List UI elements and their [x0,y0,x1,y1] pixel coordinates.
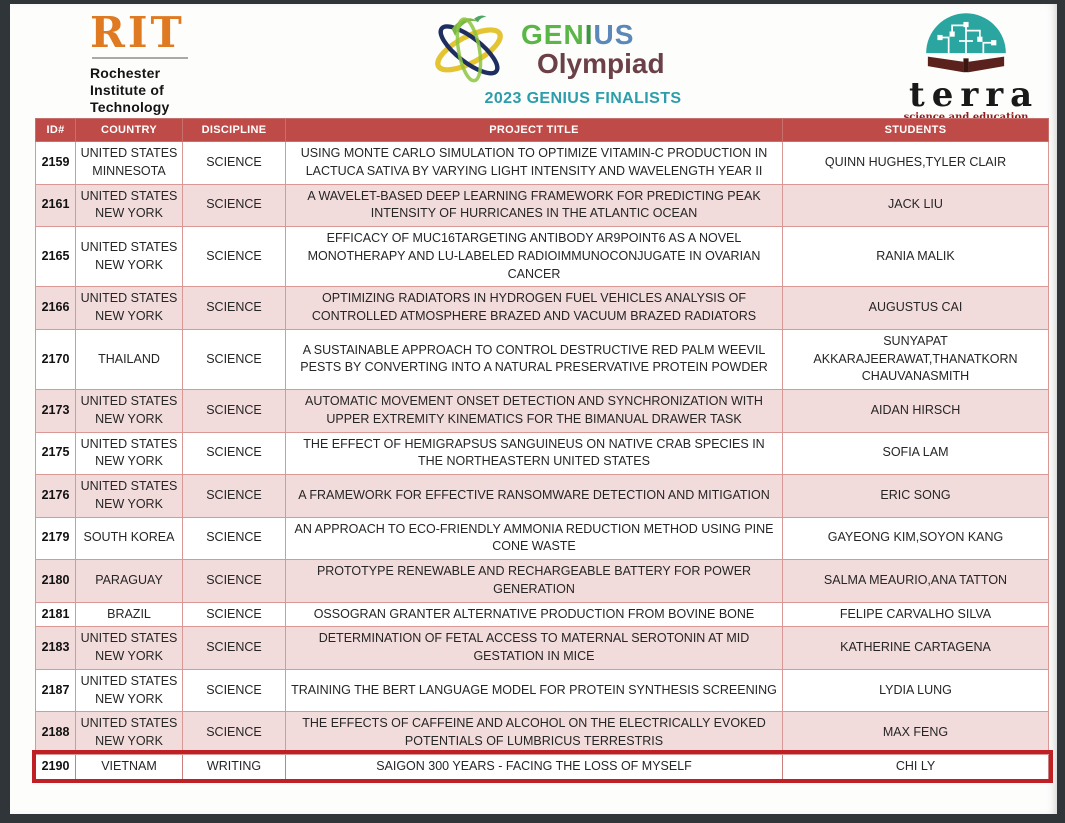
cell-id: 2159 [36,142,76,185]
cell-id: 2175 [36,432,76,475]
genius-letter: U [593,18,615,50]
cell-students: KATHERINE CARTAGENA [783,627,1049,670]
cell-discipline: SCIENCE [183,669,286,712]
table-row [36,560,1049,603]
atom-swirl-icon [423,10,515,88]
cell-country: UNITED STATES MINNESOTA [76,142,183,185]
cell-discipline: SCIENCE [183,712,286,755]
cell-country: UNITED STATES NEW YORK [76,475,183,518]
table-row [36,329,1049,389]
rit-acronym: RIT [90,8,185,57]
cell-discipline: SCIENCE [183,627,286,670]
column-header-students: STUDENTS [783,119,1049,142]
cell-discipline: SCIENCE [183,227,286,287]
cell-id: 2183 [36,627,76,670]
column-header-discipline: DISCIPLINE [183,119,286,142]
cell-country: UNITED STATES NEW YORK [76,390,183,433]
terra-logo [903,8,1040,123]
genius-letter: E [543,18,564,50]
cell-title: AN APPROACH TO ECO-FRIENDLY AMMONIA REDUCTION METHOD USING PINE CONE WASTE [286,517,783,560]
cell-discipline: SCIENCE [183,287,286,330]
cell-country: UNITED STATES NEW YORK [76,432,183,475]
rit-divider [92,57,188,59]
cell-discipline: SCIENCE [183,390,286,433]
cell-title: A SUSTAINABLE APPROACH TO CONTROL DESTRUCTIVE RED PALM WEEVIL PESTS BY CONVERTING INTO A NATURAL PRESERVATIVE PROTEIN POWDER [286,329,783,389]
rit-name-line: Technology [90,98,170,115]
cell-students: FELIPE CARVALHO SILVA [783,602,1049,627]
column-header-id: ID# [36,119,76,142]
cell-students: ERIC SONG [783,475,1049,518]
cell-students: SOFIA LAM [783,432,1049,475]
cell-students: CHI LY [783,754,1049,779]
cell-discipline: SCIENCE [183,184,286,227]
cell-discipline: SCIENCE [183,432,286,475]
cell-country: PARAGUAY [76,560,183,603]
table-row [36,627,1049,670]
cell-discipline: SCIENCE [183,517,286,560]
cell-discipline: SCIENCE [183,602,286,627]
cell-students: QUINN HUGHES,TYLER CLAIR [783,142,1049,185]
genius-letter: I [584,18,594,50]
cell-title: THE EFFECT OF HEMIGRAPSUS SANGUINEUS ON NATIVE CRAB SPECIES IN THE NORTHEASTERN UNITED STATES [286,432,783,475]
cell-id: 2173 [36,390,76,433]
cell-title: DETERMINATION OF FETAL ACCESS TO MATERNAL SEROTONIN AT MID GESTATION IN MICE [286,627,783,670]
table-row [36,227,1049,287]
cell-id: 2165 [36,227,76,287]
cell-title: A FRAMEWORK FOR EFFECTIVE RANSOMWARE DETECTION AND MITIGATION [286,475,783,518]
cell-id: 2188 [36,712,76,755]
finalists-table [35,118,1049,780]
cell-title: SAIGON 300 YEARS - FACING THE LOSS OF MYSELF [286,754,783,779]
cell-id: 2161 [36,184,76,227]
cell-country: UNITED STATES NEW YORK [76,627,183,670]
table-row [36,432,1049,475]
table-row [36,602,1049,627]
cell-id: 2176 [36,475,76,518]
genius-olympiad-logo [423,10,743,108]
genius-wordmark [521,20,665,49]
cell-title: PROTOTYPE RENEWABLE AND RECHARGEABLE BATTERY FOR POWER GENERATION [286,560,783,603]
cell-students: SUNYAPAT AKKARAJEERAWAT,THANATKORN CHAUVANASMITH [783,329,1049,389]
cell-students: LYDIA LUNG [783,669,1049,712]
cell-title: OPTIMIZING RADIATORS IN HYDROGEN FUEL VEHICLES ANALYSIS OF CONTROLLED ATMOSPHERE BRAZED AND VACUUM BRAZED RADIATORS [286,287,783,330]
rit-logo [90,8,188,115]
cell-country: BRAZIL [76,602,183,627]
cell-students: RANIA MALIK [783,227,1049,287]
cell-country: UNITED STATES NEW YORK [76,227,183,287]
cell-id: 2170 [36,329,76,389]
cell-title: OSSOGRAN GRANTER ALTERNATIVE PRODUCTION FROM BOVINE BONE [286,602,783,627]
cell-students: MAX FENG [783,712,1049,755]
table-row [36,390,1049,433]
cell-country: UNITED STATES NEW YORK [76,669,183,712]
cell-id: 2166 [36,287,76,330]
cell-students: SALMA MEAURIO,ANA TATTON [783,560,1049,603]
table-row [36,287,1049,330]
table-row [36,669,1049,712]
genius-letter: G [521,18,544,50]
cell-title: A WAVELET-BASED DEEP LEARNING FRAMEWORK FOR PREDICTING PEAK INTENSITY OF HURRICANES IN THE ATLANTIC OCEAN [286,184,783,227]
cell-title: TRAINING THE BERT LANGUAGE MODEL FOR PROTEIN SYNTHESIS SCREENING [286,669,783,712]
cell-id: 2179 [36,517,76,560]
terra-wordmark: terra [909,75,1040,115]
rit-name-line: Rochester [90,65,161,81]
column-header-country: COUNTRY [76,119,183,142]
table-row [36,142,1049,185]
finalists-subtitle: 2023 GENIUS FINALISTS [484,90,682,107]
cell-discipline: WRITING [183,754,286,779]
cell-discipline: SCIENCE [183,475,286,518]
cell-title: USING MONTE CARLO SIMULATION TO OPTIMIZE VITAMIN-C PRODUCTION IN LACTUCA SATIVA BY VARYING LIGHT INTENSITY AND WAVELENGTH YEAR II [286,142,783,185]
cell-title: EFFICACY OF MUC16TARGETING ANTIBODY AR9POINT6 AS A NOVEL MONOTHERAPY AND LU-LABELED RADIOIMMUNOCONJUGATE IN OVARIAN CANCER [286,227,783,287]
genius-letter: N [563,18,585,50]
cell-id: 2190 [36,754,76,779]
table-row [36,754,1049,779]
table-header-row [36,119,1049,142]
cell-id: 2181 [36,602,76,627]
cell-students: JACK LIU [783,184,1049,227]
column-header-project-title: PROJECT TITLE [286,119,783,142]
cell-students: GAYEONG KIM,SOYON KANG [783,517,1049,560]
cell-title: AUTOMATIC MOVEMENT ONSET DETECTION AND SYNCHRONIZATION WITH UPPER EXTREMITY KINEMATICS FOR THE BIMANUAL DRAWER TASK [286,390,783,433]
table-row [36,184,1049,227]
genius-letter: S [614,18,635,50]
finalists-tbody [36,142,1049,780]
cell-students: AIDAN HIRSCH [783,390,1049,433]
cell-country: UNITED STATES NEW YORK [76,712,183,755]
cell-discipline: SCIENCE [183,142,286,185]
cell-id: 2187 [36,669,76,712]
cell-students: AUGUSTUS CAI [783,287,1049,330]
rit-name-line: Institute of [90,81,164,98]
cell-country: THAILAND [76,329,183,389]
cell-country: UNITED STATES NEW YORK [76,287,183,330]
document-page [10,4,1057,814]
table-row [36,712,1049,755]
olympiad-wordmark: Olympiad [537,48,665,79]
terra-dome-book-icon [914,8,1018,74]
cell-title: THE EFFECTS OF CAFFEINE AND ALCOHOL ON THE ELECTRICALLY EVOKED POTENTIALS OF LUMBRICUS TERRESTRIS [286,712,783,755]
table-row [36,475,1049,518]
cell-id: 2180 [36,560,76,603]
cell-country: VIETNAM [76,754,183,779]
cell-country: SOUTH KOREA [76,517,183,560]
table-row [36,517,1049,560]
cell-discipline: SCIENCE [183,329,286,389]
cell-discipline: SCIENCE [183,560,286,603]
cell-country: UNITED STATES NEW YORK [76,184,183,227]
